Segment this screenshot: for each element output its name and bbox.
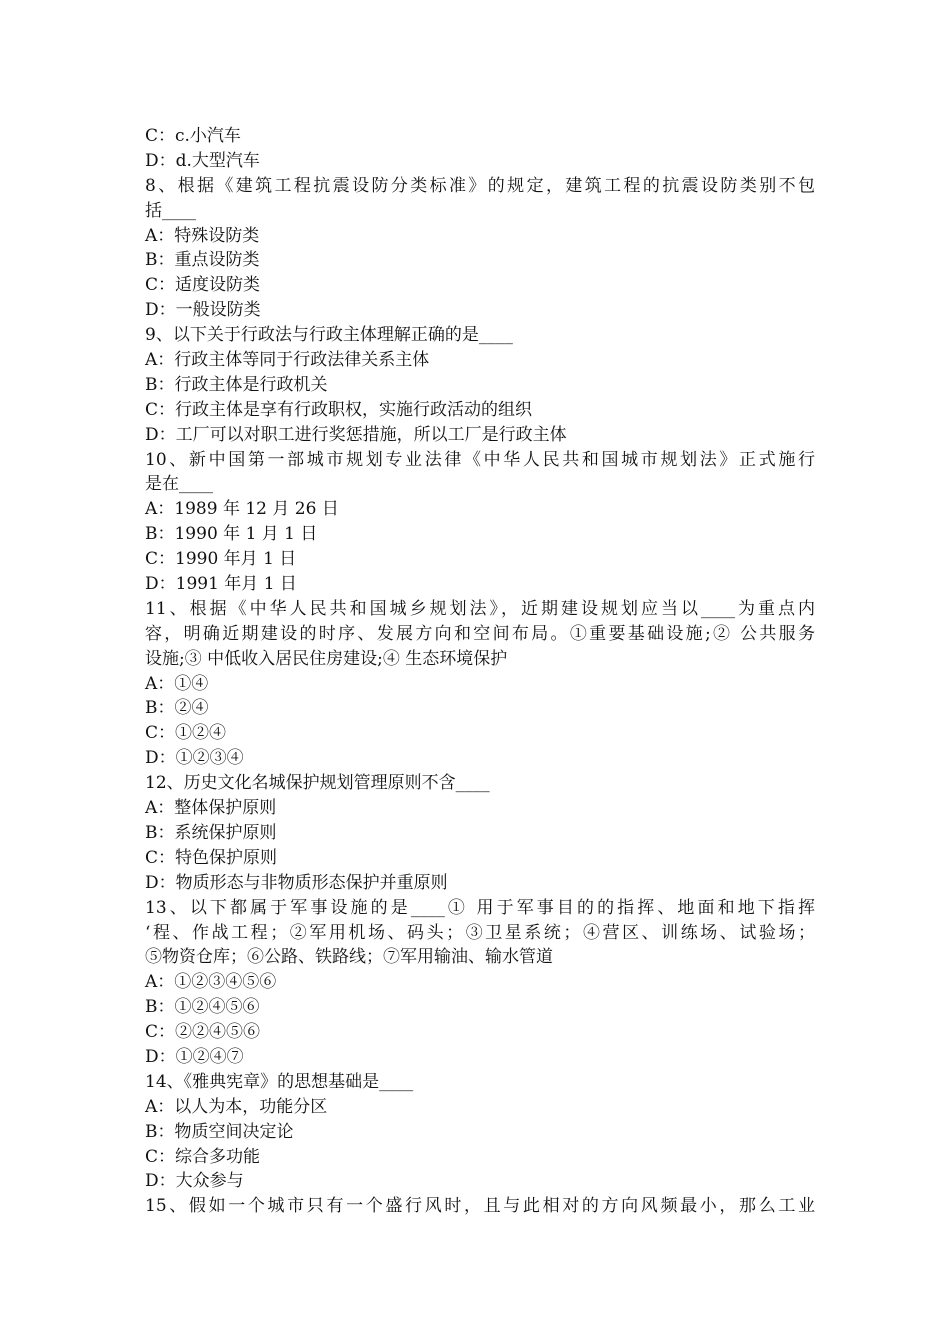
question-line: 括____ [145, 200, 196, 221]
option-line: C：1990 年月 1 日 [145, 549, 297, 570]
question-line: 设施;③ 中低收入居民住房建设;④ 生态环境保护 [145, 648, 508, 669]
option-line: A：①②③④⑤⑥ [145, 972, 277, 993]
option-line: B：重点设防类 [145, 250, 260, 271]
option-line: D：工厂可以对职工进行奖惩措施，所以工厂是行政主体 [145, 424, 567, 445]
question-line: ⑤物资仓库；⑥公路、铁路线；⑦军用输油、输水管道 [145, 947, 553, 968]
question-line: 11、根据《中华人民共和国城乡规划法》，近期建设规划应当以____为重点内 [145, 598, 815, 619]
option-line: C：适度设防类 [145, 275, 261, 296]
option-line: D：一般设防类 [145, 300, 261, 321]
question-line: 8、根据《建筑工程抗震设防分类标准》的规定，建筑工程的抗震设防类别不包 [145, 175, 815, 196]
question-line: 9、以下关于行政法与行政主体理解正确的是____ [145, 325, 513, 346]
option-line: B：物质空间决定论 [145, 1121, 294, 1142]
option-line: A：以人为本，功能分区 [145, 1096, 328, 1117]
option-line: B：②④ [145, 698, 209, 719]
option-line: A：1989 年 12 月 26 日 [145, 499, 339, 520]
option-line: D：①②③④ [145, 748, 244, 769]
question-line: 容，明确近期建设的时序、发展方向和空间布局。①重要基础设施;② 公共服务 [145, 623, 815, 644]
option-line: B：1990 年 1 月 1 日 [145, 524, 318, 545]
option-line: A：整体保护原则 [145, 798, 277, 819]
option-line: C：行政主体是享有行政职权，实施行政活动的组织 [145, 399, 533, 420]
option-line: A：特殊设防类 [145, 225, 260, 246]
option-line: A：①④ [145, 673, 209, 694]
option-line: D：d.大型汽车 [145, 150, 260, 171]
option-line: B：行政主体是行政机关 [145, 374, 328, 395]
option-line: C：c.小汽车 [145, 126, 241, 146]
option-line: B：系统保护原则 [145, 822, 277, 843]
document-page [145, 124, 815, 1219]
option-line: D：①②④⑦ [145, 1046, 244, 1067]
question-line: ‘程、作战工程；②军用机场、码头；③卫星系统；④营区、训练场、试验场； [145, 922, 815, 943]
question-line: 14、《雅典宪章》的思想基础是____ [145, 1071, 414, 1092]
question-line: 10、新中国第一部城市规划专业法律《中华人民共和国城市规划法》正式施行 [145, 449, 815, 470]
option-line: B：①②④⑤⑥ [145, 997, 260, 1018]
question-line: 15、假如一个城市只有一个盛行风时，且与此相对的方向风频最小，那么工业 [145, 1196, 815, 1217]
option-line: D：物质形态与非物质形态保护并重原则 [145, 872, 448, 893]
option-line: C：②②④⑤⑥ [145, 1022, 261, 1043]
question-line: 是在____ [145, 474, 213, 495]
option-line: D：1991 年月 1 日 [145, 574, 297, 595]
option-line: D：大众参与 [145, 1171, 244, 1192]
option-line: C：特色保护原则 [145, 847, 278, 868]
question-line: 12、历史文化名城保护规划管理原则不含____ [145, 773, 490, 794]
question-line: 13、以下都属于军事设施的是____① 用于军事目的的指挥、地面和地下指挥 [145, 897, 815, 918]
option-line: C：综合多功能 [145, 1146, 261, 1167]
option-line: C：①②④ [145, 723, 227, 744]
option-line: A：行政主体等同于行政法律关系主体 [145, 350, 430, 371]
